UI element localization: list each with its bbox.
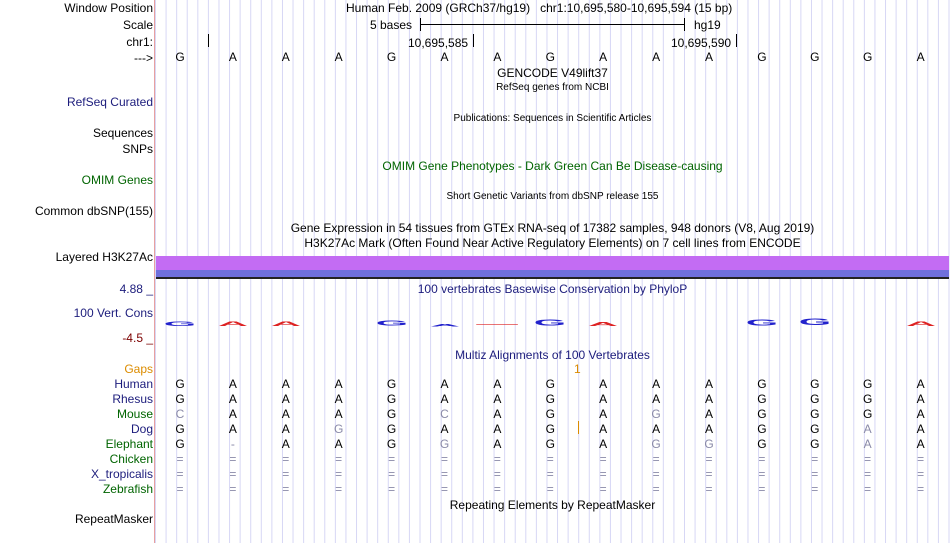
- refseq-desc[interactable]: RefSeq genes from NCBI: [496, 82, 609, 93]
- alignment-base: =: [282, 467, 290, 481]
- alignment-base: =: [440, 467, 448, 481]
- scale-label: Scale: [122, 18, 153, 32]
- species-label[interactable]: Elephant: [105, 437, 153, 451]
- h3k27ac-signal-purple[interactable]: [156, 256, 949, 270]
- alignment-base: =: [388, 452, 396, 466]
- alignment-base: G: [757, 437, 767, 451]
- alignment-base: G: [439, 437, 450, 451]
- omim-genes-label[interactable]: OMIM Genes: [81, 173, 153, 187]
- alignment-base: G: [545, 392, 555, 406]
- alignment-base: A: [652, 422, 661, 436]
- alignment-base: A: [652, 377, 661, 391]
- species-label[interactable]: Chicken: [109, 452, 153, 466]
- publications-desc[interactable]: Publications: Sequences in Scientific Articles: [453, 113, 652, 124]
- alignment-base: =: [811, 467, 819, 481]
- alignment-base: A: [916, 437, 925, 451]
- alignment-base: =: [705, 467, 713, 481]
- alignment-base: G: [545, 437, 555, 451]
- alignment-base: A: [704, 392, 713, 406]
- conservation-logo-letter: A: [429, 323, 460, 328]
- alignment-base: A: [281, 422, 290, 436]
- alignment-base: G: [863, 392, 873, 406]
- reference-base: A: [652, 50, 661, 64]
- coord-tick-1: [473, 34, 474, 47]
- alignment-base: G: [704, 437, 714, 451]
- alignment-base: =: [440, 482, 448, 496]
- alignment-base: A: [599, 392, 608, 406]
- h3k27ac-signal-blue[interactable]: [156, 270, 949, 277]
- reference-base: A: [493, 50, 502, 64]
- alignment-base: G: [175, 377, 185, 391]
- species-label[interactable]: Human: [114, 377, 153, 391]
- alignment-base: G: [545, 407, 555, 421]
- alignment-base: A: [228, 422, 237, 436]
- cons-desc[interactable]: 100 vertebrates Basewise Conservation by PhyloP: [417, 282, 688, 296]
- alignment-base: =: [493, 452, 501, 466]
- alignment-base: =: [546, 452, 554, 466]
- cons-max-label: 4.88 _: [119, 282, 153, 296]
- conservation-logo-letter: —: [476, 321, 519, 328]
- repeatmasker-desc[interactable]: Repeating Elements by RepeatMasker: [449, 498, 656, 512]
- reference-base: G: [757, 50, 767, 64]
- species-label[interactable]: Zebrafish: [102, 482, 153, 496]
- alignment-base: =: [758, 467, 766, 481]
- alignment-base: A: [440, 422, 449, 436]
- conservation-logo-letter: A: [905, 320, 936, 328]
- chrom-label: chr1:: [126, 35, 153, 49]
- alignment-base: G: [545, 377, 555, 391]
- alignment-base: =: [917, 452, 925, 466]
- gencode-title[interactable]: GENCODE V49lift37: [497, 66, 608, 80]
- omim-desc[interactable]: OMIM Gene Phenotypes - Dark Green Can Be Disease-causing: [382, 159, 723, 173]
- reference-base: A: [334, 50, 343, 64]
- alignment-base: A: [599, 437, 608, 451]
- alignment-base: G: [810, 392, 820, 406]
- alignment-base: =: [388, 467, 396, 481]
- coord-2: 10,695,590: [671, 36, 732, 50]
- alignment-base: A: [652, 392, 661, 406]
- species-label[interactable]: Rhesus: [112, 392, 153, 406]
- alignment-base: =: [546, 482, 554, 496]
- alignment-base: A: [493, 407, 502, 421]
- alignment-base: G: [651, 437, 661, 451]
- conservation-logo-letter: G: [534, 319, 567, 328]
- alignment-base: A: [704, 422, 713, 436]
- alignment-base: =: [440, 452, 448, 466]
- h3k27ac-baseline: [156, 277, 949, 279]
- alignment-base: A: [493, 422, 502, 436]
- sequences-label[interactable]: Sequences: [92, 126, 153, 140]
- alignment-base: =: [705, 452, 713, 466]
- alignment-base: =: [811, 482, 819, 496]
- alignment-base: G: [810, 377, 820, 391]
- alignment-base: G: [545, 422, 555, 436]
- species-label[interactable]: Mouse: [116, 407, 153, 421]
- alignment-base: G: [386, 437, 397, 451]
- alignment-base: A: [493, 377, 502, 391]
- gtex-desc[interactable]: Gene Expression in 54 tissues from GTEx RNA-seq of 17382 samples, 948 donors (V8, Aug 2019): [290, 221, 815, 235]
- alignment-base: =: [652, 467, 660, 481]
- species-label[interactable]: Dog: [130, 422, 153, 436]
- alignment-base: G: [175, 437, 185, 451]
- conservation-logo-letter: A: [217, 320, 248, 328]
- alignment-base: C: [440, 407, 449, 421]
- alignment-base: A: [334, 437, 343, 451]
- alignment-base: =: [493, 467, 501, 481]
- alignment-base: A: [599, 422, 608, 436]
- alignment-base: G: [863, 407, 873, 421]
- refseq-curated-label[interactable]: RefSeq Curated: [66, 95, 153, 109]
- alignment-base: =: [652, 452, 660, 466]
- alignment-base: =: [282, 482, 290, 496]
- alignment-base: =: [176, 467, 184, 481]
- alignment-base: =: [176, 452, 184, 466]
- coord-1: 10,695,585: [408, 36, 469, 50]
- alignment-base: A: [334, 377, 343, 391]
- alignment-base: G: [757, 407, 767, 421]
- conservation-logo-letter: G: [745, 318, 779, 328]
- alignment-base: G: [175, 422, 185, 436]
- alignment-base: G: [810, 437, 820, 451]
- scale-assembly-text: hg19: [694, 18, 721, 32]
- alignment-base: =: [599, 467, 607, 481]
- conservation-logo-letter: A: [270, 320, 301, 328]
- alignment-base: A: [228, 377, 237, 391]
- alignment-base: G: [757, 392, 767, 406]
- snps-label[interactable]: SNPs: [122, 142, 153, 156]
- alignment-base: A: [599, 407, 608, 421]
- alignment-base: =: [335, 482, 343, 496]
- alignment-base: G: [386, 392, 397, 406]
- alignment-base: A: [281, 437, 290, 451]
- alignment-base: A: [281, 377, 290, 391]
- alignment-base: A: [334, 407, 343, 421]
- reference-base: A: [916, 50, 925, 64]
- h3k27ac-label[interactable]: Layered H3K27Ac: [55, 250, 153, 264]
- alignment-base: =: [229, 452, 237, 466]
- alignment-base: G: [810, 422, 820, 436]
- reference-base: G: [810, 50, 820, 64]
- alignment-base: =: [388, 482, 396, 496]
- alignment-base: =: [758, 482, 766, 496]
- alignment-base: G: [386, 422, 397, 436]
- reference-base: A: [599, 50, 608, 64]
- alignment-base: A: [228, 407, 237, 421]
- cons-min-label: -4.5 _: [122, 331, 153, 345]
- alignment-base: =: [705, 482, 713, 496]
- alignment-base: G: [757, 377, 767, 391]
- alignment-base: G: [810, 407, 820, 421]
- repeatmasker-label[interactable]: RepeatMasker: [74, 512, 153, 526]
- alignment-base: C: [175, 407, 185, 421]
- alignment-base: A: [916, 422, 925, 436]
- alignment-base: A: [863, 437, 872, 451]
- dog-insertion-mark: [578, 421, 579, 434]
- alignment-base: =: [917, 467, 925, 481]
- reference-base: G: [545, 50, 555, 64]
- reference-base: A: [228, 50, 237, 64]
- alignment-base: A: [493, 437, 502, 451]
- scale-left-text: 5 bases: [370, 18, 413, 32]
- gap-count-mark: 1: [574, 362, 581, 376]
- strand-label: --->: [134, 51, 153, 65]
- reference-base: A: [281, 50, 290, 64]
- alignment-base: =: [229, 467, 237, 481]
- dbsnp-desc[interactable]: Short Genetic Variants from dbSNP release 155: [446, 191, 659, 202]
- alignment-base: =: [282, 452, 290, 466]
- species-label[interactable]: X_tropicalis: [90, 467, 153, 481]
- alignment-base: A: [281, 407, 290, 421]
- alignment-base: G: [386, 407, 397, 421]
- multiz-desc[interactable]: Multiz Alignments of 100 Vertebrates: [455, 348, 650, 362]
- alignment-base: A: [493, 392, 502, 406]
- alignment-base: A: [599, 377, 608, 391]
- reference-base: A: [704, 50, 713, 64]
- scale-bar-right-tick: [684, 18, 685, 31]
- alignment-base: A: [440, 392, 449, 406]
- alignment-base: =: [599, 482, 607, 496]
- h3k27ac-desc[interactable]: H3K27Ac Mark (Often Found Near Active Regulatory Elements) on 7 cell lines from ENCODE: [304, 236, 801, 250]
- coord-tick-2: [736, 34, 737, 47]
- reference-base: G: [175, 50, 185, 64]
- alignment-base: =: [758, 452, 766, 466]
- alignment-base: =: [229, 482, 237, 496]
- alignment-base: =: [864, 452, 872, 466]
- window-position-value[interactable]: Human Feb. 2009 (GRCh37/hg19) chr1:10,695,580-10,695,594 (15 bp): [346, 1, 733, 15]
- conservation-logo-letter: A: [588, 321, 619, 328]
- conservation-logo-letter: G: [375, 319, 408, 328]
- alignment-base: -: [230, 437, 235, 451]
- alignment-base: A: [704, 377, 713, 391]
- alignment-base: =: [652, 482, 660, 496]
- alignment-base: G: [175, 392, 185, 406]
- alignment-base: A: [704, 407, 713, 421]
- alignment-base: G: [651, 407, 661, 421]
- alignment-base: =: [335, 467, 343, 481]
- conservation-logo-letter: G: [798, 317, 831, 328]
- alignment-base: =: [864, 482, 872, 496]
- conservation-logo-letter: G: [163, 321, 197, 328]
- alignment-base: A: [228, 392, 237, 406]
- reference-base: G: [863, 50, 873, 64]
- window-position-label: Window Position: [64, 1, 153, 15]
- alignment-base: =: [864, 467, 872, 481]
- alignment-base: =: [335, 452, 343, 466]
- alignment-base: G: [863, 377, 873, 391]
- gaps-label: Gaps: [124, 362, 153, 376]
- alignment-base: =: [493, 482, 501, 496]
- alignment-base: A: [440, 377, 449, 391]
- reference-base: A: [440, 50, 449, 64]
- coord-tick-left: [208, 34, 209, 47]
- alignment-base: A: [916, 392, 925, 406]
- reference-base: G: [386, 50, 397, 64]
- dbsnp-label[interactable]: Common dbSNP(155): [34, 204, 153, 218]
- alignment-base: A: [281, 392, 290, 406]
- alignment-base: A: [334, 392, 343, 406]
- alignment-base: =: [546, 467, 554, 481]
- alignment-base: G: [757, 422, 767, 436]
- alignment-base: A: [916, 377, 925, 391]
- alignment-base: A: [863, 422, 872, 436]
- alignment-base: A: [916, 407, 925, 421]
- alignment-base: =: [176, 482, 184, 496]
- cons-label[interactable]: 100 Vert. Cons: [73, 306, 153, 320]
- alignment-base: =: [917, 482, 925, 496]
- alignment-base: =: [811, 452, 819, 466]
- alignment-base: =: [599, 452, 607, 466]
- alignment-base: G: [334, 422, 344, 436]
- alignment-base: G: [386, 377, 397, 391]
- scale-bar-left-tick: [420, 18, 421, 31]
- scale-bar: [420, 24, 684, 25]
